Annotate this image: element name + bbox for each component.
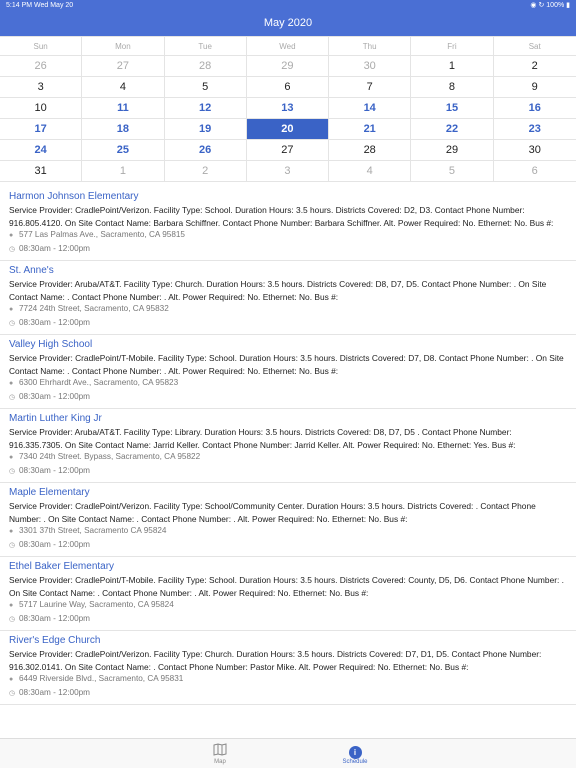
- event-time: 08:30am - 12:00pm: [19, 613, 91, 623]
- event-time: 08:30am - 12:00pm: [19, 465, 91, 475]
- calendar-day[interactable]: 21: [329, 119, 411, 140]
- calendar-day[interactable]: 8: [411, 77, 493, 98]
- weekday-label: Sun: [0, 36, 82, 56]
- calendar-day-selected[interactable]: 20: [247, 119, 329, 140]
- event-address-row: [9, 525, 567, 539]
- calendar-day[interactable]: 1: [82, 161, 164, 182]
- event-address: 6449 Riverside Blvd., Sacramento, CA 95831: [19, 674, 184, 683]
- info-icon: i: [325, 743, 385, 759]
- calendar-day[interactable]: 31: [0, 161, 82, 182]
- event-title[interactable]: Harmon Johnson Elementary: [9, 191, 139, 202]
- calendar-day[interactable]: 2: [494, 56, 576, 77]
- weekday-label: Thu: [329, 36, 411, 56]
- location-pin-icon: ●: [9, 232, 14, 239]
- location-pin-icon: ●: [9, 676, 14, 683]
- event-time-row: [9, 465, 567, 483]
- event-title[interactable]: Maple Elementary: [9, 487, 90, 498]
- event-list-item[interactable]: [0, 557, 576, 631]
- event-title[interactable]: Valley High School: [9, 339, 93, 350]
- calendar-day[interactable]: 11: [82, 98, 164, 119]
- calendar-day[interactable]: 24: [0, 140, 82, 161]
- location-pin-icon: ●: [9, 602, 14, 609]
- event-address: 3301 37th Street, Sacramento CA 95824: [19, 526, 167, 535]
- tab-map-label: Map: [214, 759, 226, 765]
- event-time-row: [9, 539, 567, 557]
- calendar-day[interactable]: 27: [82, 56, 164, 77]
- calendar-week: [0, 140, 576, 161]
- event-address: 6300 Ehrhardt Ave., Sacramento, CA 95823: [19, 378, 179, 387]
- event-time: 08:30am - 12:00pm: [19, 243, 91, 253]
- event-description: Service Provider: Aruba/AT&T. Facility Type: Church. Duration Hours: 3.5 hours. Districts Covered: D8, D7, D5. Contact Phone Number: . On Site Contact Name: . Contact Phone Number: . Alt. Power Required: No. Ethernet: No. Bus #:: [9, 279, 547, 302]
- weekday-label: Tue: [165, 36, 247, 56]
- clock-icon: ◷: [9, 541, 16, 549]
- event-address-row: [9, 377, 567, 391]
- event-list-item[interactable]: [0, 483, 576, 557]
- calendar-day[interactable]: 28: [329, 140, 411, 161]
- clock-icon: ◷: [9, 393, 16, 401]
- calendar-day[interactable]: 19: [165, 119, 247, 140]
- weekday-header: [0, 36, 576, 56]
- event-address: 7724 24th Street, Sacramento, CA 95832: [19, 304, 169, 313]
- clock-icon: ◷: [9, 689, 16, 697]
- tab-schedule[interactable]: [325, 743, 385, 765]
- event-description: Service Provider: CradlePoint/T-Mobile. Facility Type: School. Duration Hours: 3.5 hours. Districts Covered: County, D5, D6. Contact Phone Number: . On Site Contact Name: . Contact Phone Number: . Alt. Power Required: No. Ethernet: No. Bus #:: [9, 575, 564, 598]
- event-address-row: [9, 303, 567, 317]
- event-time-row: [9, 317, 567, 335]
- weekday-label: Sat: [494, 36, 576, 56]
- calendar-day[interactable]: 15: [411, 98, 493, 119]
- calendar-day[interactable]: 26: [0, 56, 82, 77]
- event-description: Service Provider: CradlePoint/Verizon. Facility Type: Church. Duration Hours: 3.5 hours. Districts Covered: D7, D1, D5. Contact Phone Number: 916.302.0141. On Site Contact Name: . Contact Phone Number: Pastor Mike. Alt. Power Required: No. Ethernet: No. Bus #:: [9, 649, 542, 672]
- clock-icon: ◷: [9, 319, 16, 327]
- calendar-day[interactable]: 12: [165, 98, 247, 119]
- calendar-day[interactable]: 3: [247, 161, 329, 182]
- event-time-row: [9, 243, 567, 261]
- calendar-day[interactable]: 27: [247, 140, 329, 161]
- calendar-week: [0, 161, 576, 182]
- status-bar: [0, 0, 576, 12]
- calendar-day[interactable]: 1: [411, 56, 493, 77]
- event-list-item[interactable]: [0, 261, 576, 335]
- calendar-day[interactable]: 7: [329, 77, 411, 98]
- event-time-row: [9, 687, 567, 705]
- status-time-date: 5:14 PM Wed May 20: [6, 2, 74, 9]
- calendar: [0, 36, 576, 182]
- calendar-day[interactable]: 13: [247, 98, 329, 119]
- event-list-item[interactable]: [0, 409, 576, 483]
- calendar-day[interactable]: 23: [494, 119, 576, 140]
- calendar-day[interactable]: 6: [247, 77, 329, 98]
- event-address-row: [9, 451, 567, 465]
- calendar-day[interactable]: 5: [165, 77, 247, 98]
- calendar-day[interactable]: 2: [165, 161, 247, 182]
- event-list-item[interactable]: [0, 631, 576, 705]
- event-title[interactable]: Martin Luther King Jr: [9, 413, 102, 424]
- event-list[interactable]: [0, 187, 576, 738]
- event-address-row: [9, 673, 567, 687]
- calendar-day[interactable]: 5: [411, 161, 493, 182]
- map-icon: [190, 743, 250, 759]
- calendar-day[interactable]: 22: [411, 119, 493, 140]
- event-time: 08:30am - 12:00pm: [19, 391, 91, 401]
- event-address: 7340 24th Street. Bypass, Sacramento, CA 95822: [19, 452, 201, 461]
- calendar-week: [0, 119, 576, 140]
- nav-bar: [0, 12, 576, 36]
- tab-bar: [0, 738, 576, 768]
- event-description: Service Provider: CradlePoint/T-Mobile. Facility Type: School. Duration Hours: 3.5 hours. Districts Covered: D7, D8. Contact Phone Number: . On Site Contact Name: . Contact Phone Number: . Alt. Power Required: No. Ethernet: No. Bus #:: [9, 353, 564, 376]
- tab-map[interactable]: [190, 743, 250, 765]
- event-description: Service Provider: Aruba/AT&T. Facility Type: Library. Duration Hours: 3.5 hours. Districts Covered: D8, D7, D5 . Contact Phone Number: 916.335.7305. On Site Contact Name: Jarrid Keller. Contact Phone Number: Jarrid Keller. Alt. Power Required: No. Ethernet: Yes. Bus #:: [9, 427, 516, 450]
- event-address: 5717 Laurine Way, Sacramento, CA 95824: [19, 600, 174, 609]
- calendar-day[interactable]: 28: [165, 56, 247, 77]
- calendar-day[interactable]: 29: [411, 140, 493, 161]
- event-title[interactable]: St. Anne's: [9, 265, 54, 276]
- event-title[interactable]: Ethel Baker Elementary: [9, 561, 115, 572]
- weekday-label: Wed: [247, 36, 329, 56]
- calendar-day[interactable]: 29: [247, 56, 329, 77]
- event-time-row: [9, 391, 567, 409]
- calendar-day[interactable]: 4: [329, 161, 411, 182]
- calendar-day[interactable]: 25: [82, 140, 164, 161]
- event-list-item[interactable]: [0, 187, 576, 261]
- location-pin-icon: ●: [9, 306, 14, 313]
- status-indicators: ◉ ↻ 100% ▮: [530, 2, 570, 9]
- location-pin-icon: ●: [9, 528, 14, 535]
- event-description: Service Provider: CradlePoint/Verizon. Facility Type: School. Duration Hours: 3.5 hours. Districts Covered: D2, D3. Contact Phone Number: 916.805.4120. On Site Contact Name: Barbara Schiffner. Contact Phone Number: Barbara Schiffner. Alt. Power Required: No. Ethernet: No. Bus #:: [9, 205, 554, 228]
- event-time-row: [9, 613, 567, 631]
- calendar-week: [0, 77, 576, 98]
- calendar-day[interactable]: 17: [0, 119, 82, 140]
- clock-icon: ◷: [9, 245, 16, 253]
- month-title: May 2020: [263, 17, 313, 29]
- calendar-week: [0, 56, 576, 77]
- clock-icon: ◷: [9, 467, 16, 475]
- location-pin-icon: ●: [9, 380, 14, 387]
- calendar-day[interactable]: 16: [494, 98, 576, 119]
- weekday-label: Fri: [411, 36, 493, 56]
- calendar-day[interactable]: 14: [329, 98, 411, 119]
- calendar-day[interactable]: 9: [494, 77, 576, 98]
- clock-icon: ◷: [9, 615, 16, 623]
- calendar-day[interactable]: 6: [494, 161, 576, 182]
- weekday-label: Mon: [82, 36, 164, 56]
- calendar-day[interactable]: 18: [82, 119, 164, 140]
- event-time: 08:30am - 12:00pm: [19, 539, 91, 549]
- event-address-row: [9, 229, 567, 243]
- calendar-day[interactable]: 3: [0, 77, 82, 98]
- event-time: 08:30am - 12:00pm: [19, 317, 91, 327]
- tab-schedule-label: Schedule: [342, 759, 368, 765]
- calendar-day[interactable]: 10: [0, 98, 82, 119]
- event-title[interactable]: River's Edge Church: [9, 635, 101, 646]
- calendar-week: [0, 98, 576, 119]
- calendar-day[interactable]: 30: [494, 140, 576, 161]
- event-description: Service Provider: CradlePoint/Verizon. Facility Type: School/Community Center. Duration Hours: 3.5 hours. Districts Covered: . Contact Phone Number: . On Site Contact Name: . Contact Phone Number: . Alt. Power Required: No. Ethernet: No. Bus #:: [9, 501, 536, 524]
- location-pin-icon: ●: [9, 454, 14, 461]
- event-address-row: [9, 599, 567, 613]
- calendar-day[interactable]: 30: [329, 56, 411, 77]
- calendar-day[interactable]: 26: [165, 140, 247, 161]
- event-list-item[interactable]: [0, 335, 576, 409]
- event-address: 577 Las Palmas Ave., Sacramento, CA 95815: [19, 230, 185, 239]
- calendar-day[interactable]: 4: [82, 77, 164, 98]
- event-time: 08:30am - 12:00pm: [19, 687, 91, 697]
